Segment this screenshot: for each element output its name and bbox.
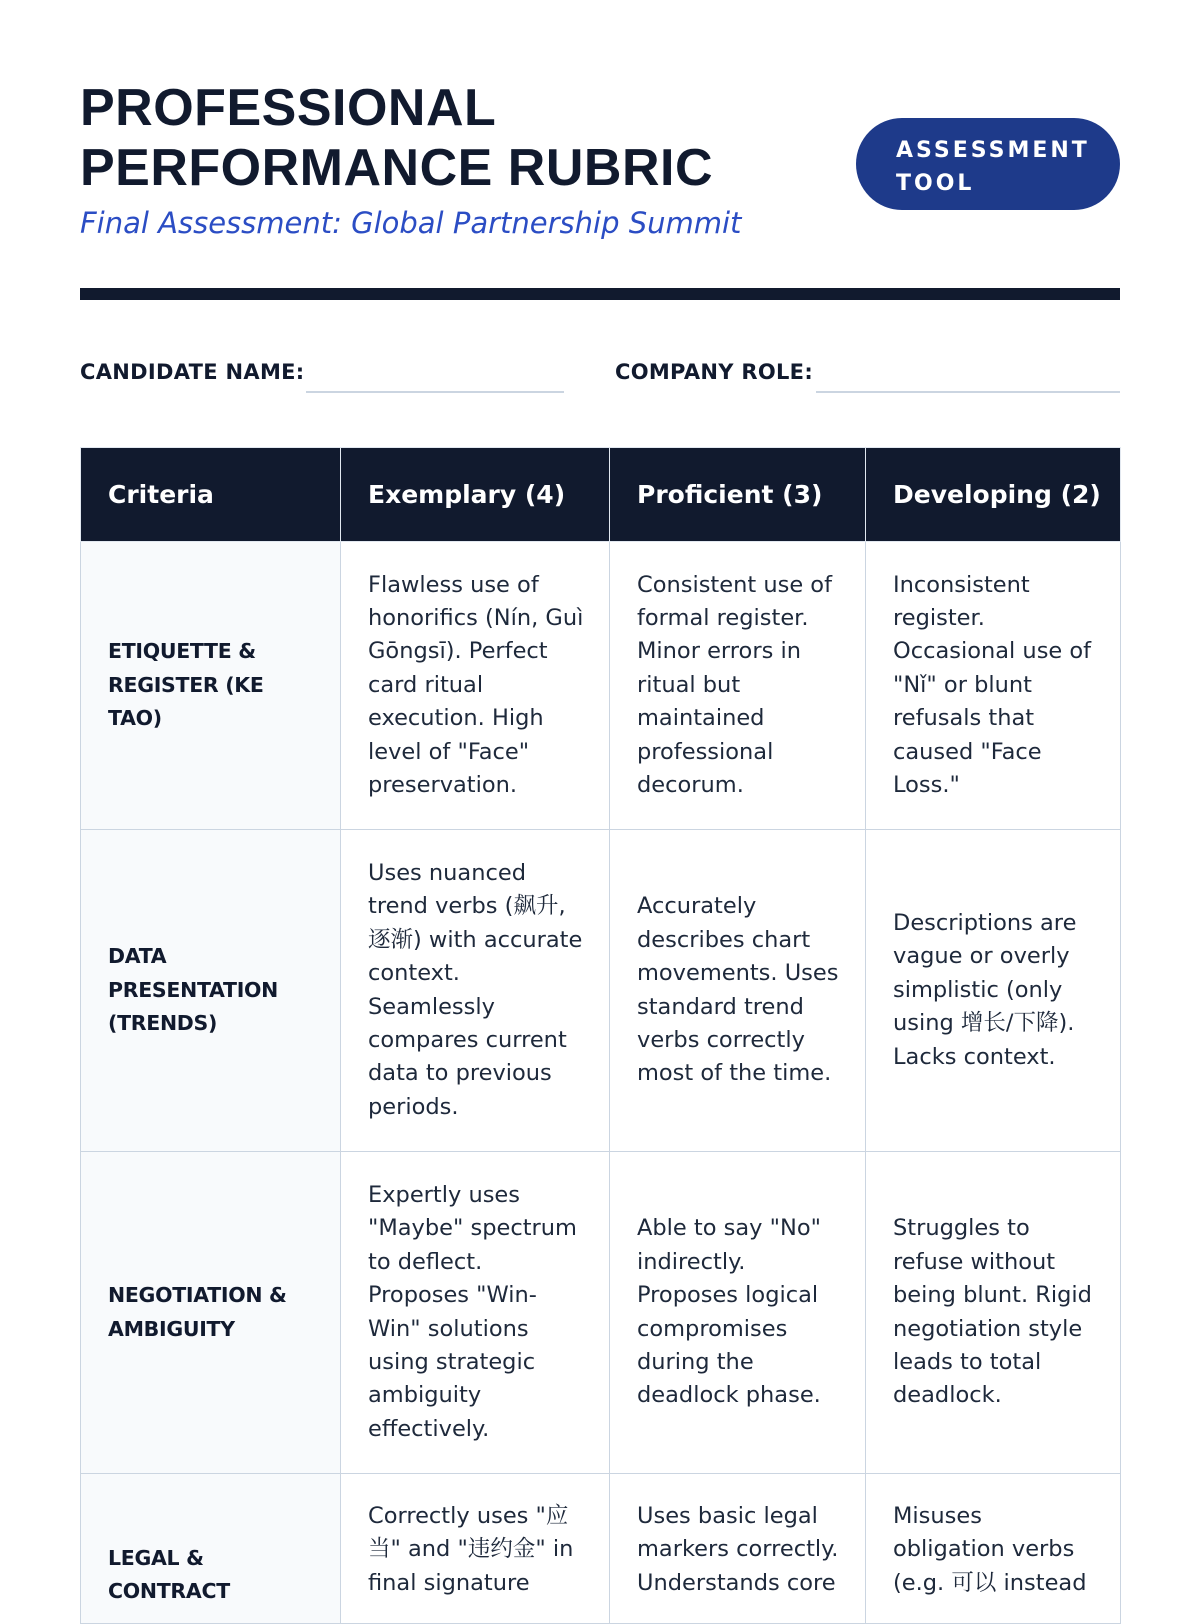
proficient-cell: Uses basic legal markers correctly. Understands core xyxy=(610,1474,866,1624)
proficient-cell: Accurately describes chart movements. Uses standard trend verbs correctly most of the time. xyxy=(610,830,866,1152)
exemplary-cell: Correctly uses "应当" and "违约金" in final signature xyxy=(341,1474,610,1624)
header-row xyxy=(81,448,1121,542)
rubric-table xyxy=(80,447,1121,1624)
column-header-exemplary: Exemplary (4) xyxy=(341,448,610,542)
rubric-header xyxy=(81,448,1121,542)
criteria-cell: ETIQUETTE & REGISTER (KE TAO) xyxy=(81,542,341,830)
page-title: PROFESSIONAL PERFORMANCE RUBRIC xyxy=(80,79,713,197)
company-role-label: COMPANY ROLE: xyxy=(615,360,814,384)
header xyxy=(80,78,1120,248)
table-row xyxy=(81,542,1121,830)
header-divider xyxy=(80,288,1120,300)
column-header-developing: Developing (2) xyxy=(866,448,1121,542)
criteria-cell: NEGOTIATION & AMBIGUITY xyxy=(81,1152,341,1474)
developing-cell: Descriptions are vague or overly simplistic (only using 增长/下降). Lacks context. xyxy=(866,830,1121,1152)
column-header-proficient: Proficient (3) xyxy=(610,448,866,542)
column-header-criteria: Criteria xyxy=(81,448,341,542)
proficient-cell: Able to say "No" indirectly. Proposes logical compromises during the deadlock phase. xyxy=(610,1152,866,1474)
company-role-field[interactable] xyxy=(816,391,1120,393)
exemplary-cell: Expertly uses "Maybe" spectrum to deflect. Proposes "Win-Win" solutions using strategic ambiguity effectively. xyxy=(341,1152,610,1474)
developing-cell: Misuses obligation verbs (e.g. 可以 instead xyxy=(866,1474,1121,1624)
table-row xyxy=(81,830,1121,1152)
developing-cell: Inconsistent register. Occasional use of "Nǐ" or blunt refusals that caused "Face Loss." xyxy=(866,542,1121,830)
criteria-cell: LEGAL & CONTRACT xyxy=(81,1474,341,1624)
exemplary-cell: Flawless use of honorifics (Nín, Guì Gōngsī). Perfect card ritual execution. High level of "Face" preservation. xyxy=(341,542,610,830)
table-row xyxy=(81,1152,1121,1474)
table-row xyxy=(81,1474,1121,1624)
criteria-cell: DATA PRESENTATION (TRENDS) xyxy=(81,830,341,1152)
assessment-tool-badge: ASSESSMENT TOOL xyxy=(856,118,1120,210)
rubric-body xyxy=(81,542,1121,1624)
exemplary-cell: Uses nuanced trend verbs (飙升, 逐渐) with accurate context. Seamlessly compares current data to previous periods. xyxy=(341,830,610,1152)
candidate-name-field[interactable] xyxy=(306,391,564,393)
rubric-page xyxy=(80,0,1120,1604)
page-subtitle: Final Assessment: Global Partnership Summit xyxy=(80,206,742,240)
developing-cell: Struggles to refuse without being blunt. Rigid negotiation style leads to total deadlock. xyxy=(866,1152,1121,1474)
candidate-name-label: CANDIDATE NAME: xyxy=(80,360,305,384)
proficient-cell: Consistent use of formal register. Minor errors in ritual but maintained professional decorum. xyxy=(610,542,866,830)
